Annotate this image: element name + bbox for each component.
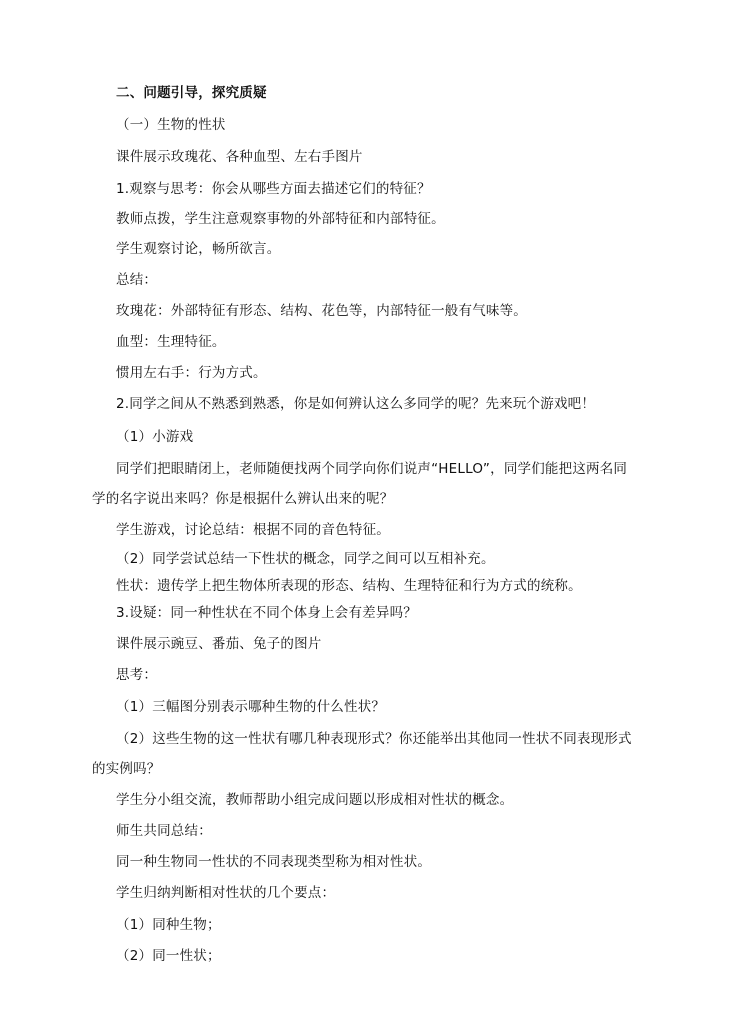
paragraph: 3.设疑：同一种性状在不同个体身上会有差异吗？ xyxy=(116,605,417,621)
list-item: （2）同一性状； xyxy=(116,948,221,964)
paragraph: 学生观察讨论，畅所欲言。 xyxy=(116,241,281,257)
list-item: （1）同种生物； xyxy=(116,917,221,933)
paragraph: 学生归纳判断相对性状的几个要点： xyxy=(116,885,336,901)
paragraph: 玫瑰花：外部特征有形态、结构、花色等，内部特征一般有气味等。 xyxy=(116,303,527,319)
paragraph: 2.同学之间从不熟悉到熟悉，你是如何辨认这么多同学的呢？先来玩个游戏吧！ xyxy=(116,396,596,412)
paragraph-continuation: 的实例吗？ xyxy=(92,761,161,777)
paragraph: 学生分小组交流，教师帮助小组完成问题以形成相对性状的概念。 xyxy=(116,792,514,808)
paragraph: （2）这些生物的这一性状有哪几种表现形式？你还能举出其他同一性状不同表现形式 xyxy=(116,731,632,747)
paragraph: 同学们把眼睛闭上，老师随便找两个同学向你们说声“HELLO”，同学们能把这两名同 xyxy=(116,461,628,477)
paragraph: 学生游戏，讨论总结：根据不同的音色特征。 xyxy=(116,522,390,538)
paragraph: 性状：遗传学上把生物体所表现的形态、结构、生理特征和行为方式的统称。 xyxy=(116,578,582,594)
paragraph: 课件展示豌豆、番茄、兔子的图片 xyxy=(116,636,322,652)
section-heading: 二、问题引导，探究质疑 xyxy=(116,85,267,101)
paragraph: （1）小游戏 xyxy=(116,429,194,445)
paragraph: 惯用左右手：行为方式。 xyxy=(116,365,267,381)
paragraph: 1.观察与思考：你会从哪些方面去描述它们的特征？ xyxy=(116,181,431,197)
subsection-heading: （一）生物的性状 xyxy=(116,117,226,133)
paragraph: 总结： xyxy=(116,272,158,288)
paragraph-continuation: 学的名字说出来吗？你是根据什么辨认出来的呢？ xyxy=(92,491,394,507)
paragraph: （1）三幅图分别表示哪种生物的什么性状？ xyxy=(116,699,386,715)
paragraph: 血型：生理特征。 xyxy=(116,334,226,350)
paragraph: 思考： xyxy=(116,667,158,683)
paragraph: （2）同学尝试总结一下性状的概念，同学之间可以互相补充。 xyxy=(116,551,495,567)
paragraph: 教师点拨，学生注意观察事物的外部特征和内部特征。 xyxy=(116,211,445,227)
paragraph: 同一种生物同一性状的不同表现类型称为相对性状。 xyxy=(116,854,432,870)
paragraph: 师生共同总结： xyxy=(116,823,212,839)
paragraph: 课件展示玫瑰花、各种血型、左右手图片 xyxy=(116,149,363,165)
